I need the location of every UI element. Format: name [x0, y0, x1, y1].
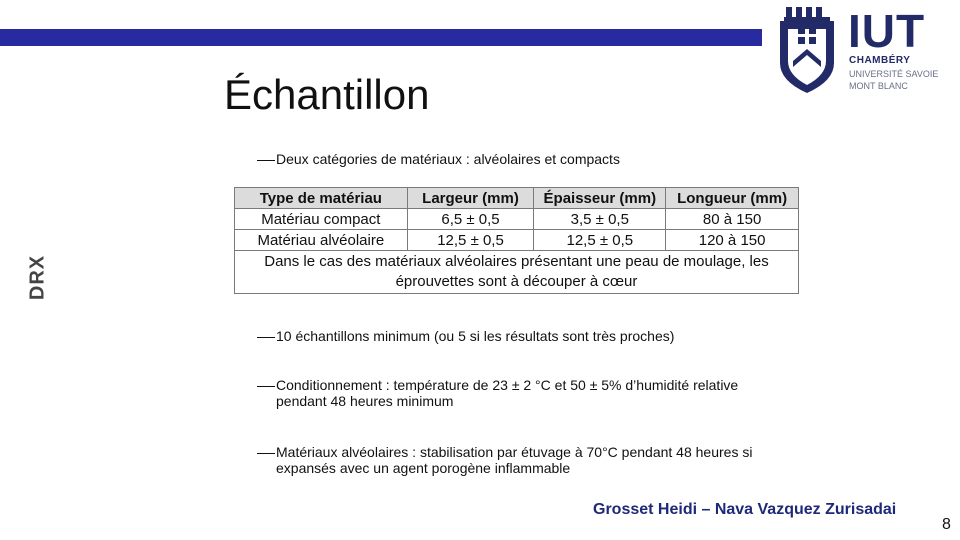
- bullet-text-continued: pendant 48 heures minimum: [276, 393, 454, 409]
- specimen-table: [234, 187, 799, 294]
- shield-icon: [774, 3, 840, 95]
- table-note: Dans le cas des matériaux alvéolaires présentant une peau de moulage, les éprouvettes sont à découper à cœur: [235, 251, 799, 294]
- bullet-text: Conditionnement : température de 23 ± 2 °C et 50 ± 5% d’humidité relative: [276, 377, 739, 393]
- table-cell: 3,5 ± 0,5: [534, 209, 666, 230]
- column-header: Largeur (mm): [407, 188, 534, 209]
- side-label: [24, 240, 48, 316]
- logo-iut: IUT: [848, 5, 926, 57]
- page-number: 8: [942, 516, 951, 533]
- dash-icon: [257, 386, 275, 387]
- table-note-row: [235, 251, 799, 294]
- logo-university: UNIVERSITÉ SAVOIE: [849, 69, 939, 79]
- table-cell: 12,5 ± 0,5: [407, 230, 534, 251]
- table-cell: 120 à 150: [666, 230, 799, 251]
- logo-region: MONT BLANC: [849, 81, 908, 91]
- table-cell: Matériau compact: [235, 209, 408, 230]
- bullet-sample-count: [257, 328, 674, 344]
- logo-city: CHAMBÉRY: [849, 55, 911, 66]
- table-cell: 6,5 ± 0,5: [407, 209, 534, 230]
- column-header: Épaisseur (mm): [534, 188, 666, 209]
- bullet-conditioning: [257, 377, 738, 409]
- slide-title: Échantillon: [224, 71, 430, 118]
- bullet-categories: [257, 151, 620, 167]
- side-label-text: DRX: [26, 254, 49, 301]
- university-logo: [762, 0, 960, 108]
- column-header: Type de matériau: [235, 188, 408, 209]
- bullet-stabilisation: [257, 444, 752, 476]
- footer-authors: Grosset Heidi – Nava Vazquez Zurisadai: [593, 501, 897, 518]
- bullet-text: 10 échantillons minimum (ou 5 si les résultats sont très proches): [276, 328, 675, 344]
- bullet-text: Matériaux alvéolaires : stabilisation par étuvage à 70°C pendant 48 heures si: [276, 444, 753, 460]
- table-cell: 12,5 ± 0,5: [534, 230, 666, 251]
- table-row: [235, 209, 799, 230]
- table-row: [235, 230, 799, 251]
- dash-icon: [257, 453, 275, 454]
- bullet-text-continued: expansés avec un agent porogène inflammable: [276, 460, 571, 476]
- dash-icon: [257, 160, 275, 161]
- table-header-row: [235, 188, 799, 209]
- column-header: Longueur (mm): [666, 188, 799, 209]
- table-cell: Matériau alvéolaire: [235, 230, 408, 251]
- dash-icon: [257, 337, 275, 338]
- bullet-text: Deux catégories de matériaux : alvéolaires et compacts: [276, 151, 620, 167]
- table-cell: 80 à 150: [666, 209, 799, 230]
